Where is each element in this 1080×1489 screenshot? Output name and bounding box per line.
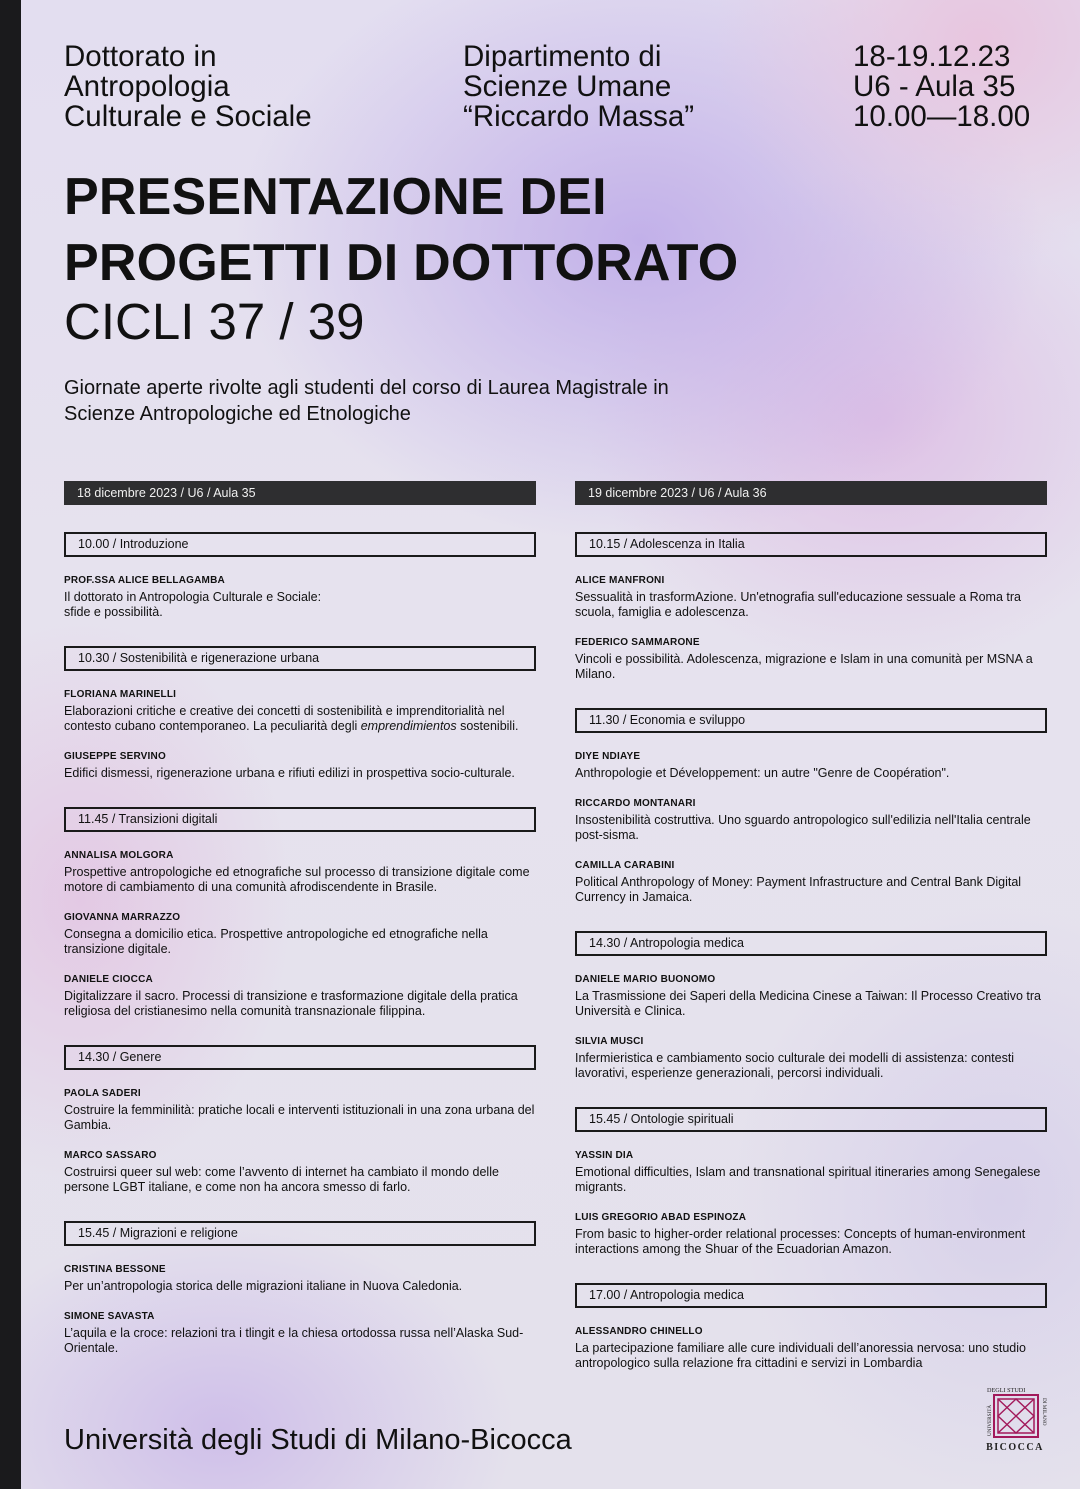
speaker-name: DANIELE CIOCCA: [64, 974, 153, 985]
talk-title: Emotional difficulties, Islam and transnational spiritual itineraries among Senegalese migrants.: [575, 1165, 1041, 1194]
talk-title: Digitalizzare il sacro. Processi di transizione e trasformazione digitale della pratica religiosa del cristianesimo nella comunità transnazionale filippina.: [64, 989, 518, 1018]
session-header: 14.30 / Genere: [64, 1045, 536, 1070]
speaker-name: MARCO SASSARO: [64, 1150, 157, 1161]
speaker-name: RICCARDO MONTANARI: [575, 798, 696, 809]
speaker-name: PAOLA SADERI: [64, 1088, 141, 1099]
title-line: PROGETTI DI DOTTORATO: [64, 234, 739, 292]
session-block: [575, 1283, 1047, 1395]
session-block: [575, 931, 1047, 1105]
speaker-name: ALESSANDRO CHINELLO: [575, 1326, 703, 1337]
subtitle: Giornate aperte rivolte agli studenti del corso di Laurea Magistrale in Scienze Antropologiche ed Etnologiche: [64, 377, 669, 425]
speaker-entry: [575, 750, 1047, 781]
speaker-entry: [575, 1035, 1047, 1081]
speaker-name: LUIS GREGORIO ABAD ESPINOZA: [575, 1212, 747, 1223]
talk-title: Per un’antropologia storica delle migrazioni italiane in Nuova Caledonia.: [64, 1279, 463, 1293]
speaker-name: FEDERICO SAMMARONE: [575, 637, 700, 648]
speaker-entry: [64, 1087, 536, 1133]
speaker-entry: [575, 797, 1047, 843]
speaker-name: DIYE NDIAYE: [575, 751, 641, 762]
talk-title: Prospettive antropologiche ed etnografiche sul processo di transizione digitale come motore di cambiamento di una comunità afrodiscendente in Brasile.: [64, 865, 530, 894]
page-title: [64, 164, 738, 296]
logo-top-text: DEGLI STUDI: [987, 1387, 1026, 1394]
talk-title: La partecipazione familiare alle cure individuali dell’anoressia nervosa: uno studio antropologico sulla relazione fra cittadini e servizi in Lombardia: [575, 1341, 1026, 1370]
talk-title: Political Anthropology of Money: Payment Infrastructure and Central Bank Digital Currency in Jamaica.: [575, 875, 1022, 904]
session-block: [575, 708, 1047, 929]
speaker-entry: [575, 973, 1047, 1019]
logo-right-text: DI MILANO: [1041, 1398, 1047, 1426]
speaker-entry: [575, 1211, 1047, 1257]
university-name: Università degli Studi di Milano-Bicocca: [64, 1424, 572, 1456]
talk-title: Il dottorato in Antropologia Culturale e Sociale: sfide e possibilità.: [64, 590, 322, 619]
session-header: 10.15 / Adolescenza in Italia: [575, 532, 1047, 557]
speaker-name: FLORIANA MARINELLI: [64, 689, 177, 700]
header-program: Dottorato in Antropologia Culturale e Sociale: [64, 40, 312, 133]
session-header: 11.30 / Economia e sviluppo: [575, 708, 1047, 733]
day1-column: [64, 481, 536, 1382]
talk-title: Anthropologie et Développement: un autre "Genre de Coopération".: [575, 766, 950, 780]
session-header: 10.00 / Introduzione: [64, 532, 536, 557]
talk-title: Costruire la femminilità: pratiche locali e interventi istituzionali in una zona urbana del Gambia.: [64, 1103, 535, 1132]
speaker-entry: [64, 849, 536, 895]
speaker-name: GIOVANNA MARRAZZO: [64, 912, 181, 923]
logo-bottom-text: BICOCCA: [986, 1442, 1044, 1453]
day2-column: [575, 481, 1047, 1397]
talk-title: La Trasmissione dei Saperi della Medicina Cinese a Taiwan: Il Processo Creativo tra Università e Clinica.: [575, 989, 1041, 1018]
speaker-entry: [64, 688, 536, 734]
cycles-label: CICLI 37 / 39: [64, 293, 365, 350]
bicocca-logo-icon: [983, 1384, 1047, 1454]
speaker-entry: [575, 1325, 1047, 1371]
title-line: PRESENTAZIONE DEI: [64, 168, 607, 226]
session-block: [575, 532, 1047, 706]
session-block: [64, 646, 536, 805]
speaker-name: PROF.SSA ALICE BELLAGAMBA: [64, 575, 225, 586]
talk-title: Infermieristica e cambiamento socio culturale dei modelli di assistenza: contesti lavorativi, esperienze generazionali, percorsi individuali.: [575, 1051, 1015, 1080]
speaker-entry: [64, 911, 536, 957]
day1-sessions: [64, 532, 536, 1380]
speaker-name: ANNALISA MOLGORA: [64, 850, 174, 861]
speaker-name: SILVIA MUSCI: [575, 1036, 644, 1047]
logo-left-text: UNIVERSITÀ: [987, 1404, 993, 1436]
speaker-entry: [64, 1310, 536, 1356]
talk-title: Vincoli e possibilità. Adolescenza, migrazione e Islam in una comunità per MSNA a Milano.: [575, 652, 1033, 681]
speaker-entry: [64, 1149, 536, 1195]
session-header: 10.30 / Sostenibilità e rigenerazione urbana: [64, 646, 536, 671]
speaker-name: DANIELE MARIO BUONOMO: [575, 974, 716, 985]
speaker-name: ALICE MANFRONI: [575, 575, 665, 586]
speaker-entry: [64, 574, 536, 620]
session-header: 17.00 / Antropologia medica: [575, 1283, 1047, 1308]
talk-title: From basic to higher-order relational processes: Concepts of human-environment interactions among the Shuar of the Ecuadorian Amazon.: [575, 1227, 1026, 1256]
session-block: [64, 1221, 536, 1380]
speaker-name: GIUSEPPE SERVINO: [64, 751, 166, 762]
session-header: 15.45 / Ontologie spirituali: [575, 1107, 1047, 1132]
left-edge-bar: [0, 0, 21, 1489]
speaker-entry: [575, 574, 1047, 620]
session-block: [575, 1107, 1047, 1281]
speaker-name: CRISTINA BESSONE: [64, 1264, 166, 1275]
session-block: [64, 807, 536, 1043]
talk-title: Sessualità in trasformAzione. Un'etnografia sull'educazione sessuale a Roma tra scuola, famiglia e adolescenza.: [575, 590, 1021, 619]
talk-title: Elaborazioni critiche e creative dei concetti di sostenibilità e imprenditorialità nel contesto cubano contemporaneo. La peculiarità degli emprendimientos sostenibili.: [64, 704, 519, 733]
speaker-entry: [64, 750, 536, 781]
speaker-entry: [575, 859, 1047, 905]
talk-title: L’aquila e la croce: relazioni tra i tlingit e la chiesa ortodossa russa nell’Alaska Sud-Orientale.: [64, 1326, 524, 1355]
header-when-where: 18-19.12.23 U6 - Aula 35 10.00—18.00: [853, 40, 1031, 133]
speaker-entry: [64, 973, 536, 1019]
speaker-name: SIMONE SAVASTA: [64, 1311, 155, 1322]
session-header: 11.45 / Transizioni digitali: [64, 807, 536, 832]
session-header: 15.45 / Migrazioni e religione: [64, 1221, 536, 1246]
day2-sessions: [575, 532, 1047, 1395]
speaker-entry: [575, 1149, 1047, 1195]
session-block: [64, 532, 536, 644]
talk-title: Insostenibilità costruttiva. Uno sguardo antropologico sull'edilizia nell'Italia centrale post-sisma.: [575, 813, 1031, 842]
speaker-name: CAMILLA CARABINI: [575, 860, 675, 871]
header-department: Dipartimento di Scienze Umane “Riccardo Massa”: [463, 40, 695, 133]
speaker-entry: [575, 636, 1047, 682]
session-block: [64, 1045, 536, 1219]
day2-heading: 19 dicembre 2023 / U6 / Aula 36: [575, 481, 1047, 505]
talk-title: Edifici dismessi, rigenerazione urbana e rifiuti edilizi in prospettiva socio-culturale.: [64, 766, 515, 780]
speaker-entry: [64, 1263, 536, 1294]
session-header: 14.30 / Antropologia medica: [575, 931, 1047, 956]
speaker-name: YASSIN DIA: [575, 1150, 634, 1161]
day1-heading: 18 dicembre 2023 / U6 / Aula 35: [64, 481, 536, 505]
talk-title: Costruirsi queer sul web: come l’avvento di internet ha cambiato il mondo delle persone LGBT italiane, e come non ha ancora smesso di farlo.: [64, 1165, 499, 1194]
talk-title: Consegna a domicilio etica. Prospettive antropologiche ed etnografiche nella transizione digitale.: [64, 927, 488, 956]
